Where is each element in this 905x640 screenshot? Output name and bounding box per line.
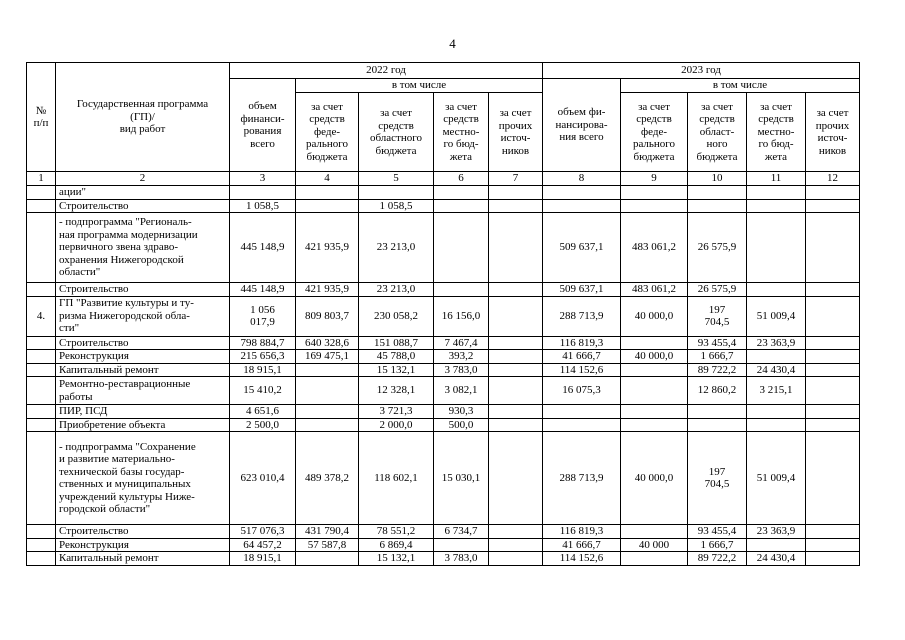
column-number-cell: 4 (296, 172, 359, 186)
value-cell (434, 199, 489, 213)
value-cell: 40 000,0 (621, 432, 688, 525)
value-cell (434, 213, 489, 283)
row-number-cell (27, 377, 56, 405)
value-cell (489, 213, 543, 283)
value-cell (543, 199, 621, 213)
value-cell: 489 378,2 (296, 432, 359, 525)
value-cell (296, 405, 359, 419)
row-number-cell (27, 350, 56, 364)
value-cell: 1 666,7 (688, 538, 747, 552)
value-cell: 445 148,9 (230, 213, 296, 283)
value-cell: 3 783,0 (434, 363, 489, 377)
value-cell (489, 185, 543, 199)
value-cell: 483 061,2 (621, 213, 688, 283)
header-2023-regional: за счет средств област- ного бюджета (688, 93, 747, 172)
value-cell: 116 819,3 (543, 525, 621, 539)
value-cell: 3 215,1 (747, 377, 806, 405)
table-row (27, 213, 860, 283)
table-row (27, 552, 860, 566)
value-cell: 6 734,7 (434, 525, 489, 539)
header-2023-incl: в том числе (621, 79, 860, 93)
value-cell: 517 076,3 (230, 525, 296, 539)
value-cell: 114 152,6 (543, 552, 621, 566)
value-cell: 57 587,8 (296, 538, 359, 552)
value-cell: 23 363,9 (747, 336, 806, 350)
value-cell (296, 377, 359, 405)
value-cell: 3 721,3 (359, 405, 434, 419)
value-cell (688, 405, 747, 419)
table-row (27, 363, 860, 377)
value-cell (806, 185, 860, 199)
value-cell (489, 538, 543, 552)
value-cell: 393,2 (434, 350, 489, 364)
column-number-cell: 3 (230, 172, 296, 186)
value-cell: 483 061,2 (621, 283, 688, 297)
value-cell: 197 704,5 (688, 432, 747, 525)
value-cell: 41 666,7 (543, 538, 621, 552)
column-number-cell: 10 (688, 172, 747, 186)
value-cell (296, 363, 359, 377)
column-number-cell: 6 (434, 172, 489, 186)
value-cell (296, 552, 359, 566)
row-number-cell (27, 283, 56, 297)
value-cell (296, 199, 359, 213)
value-cell (806, 213, 860, 283)
value-cell: 78 551,2 (359, 525, 434, 539)
header-2022-other: за счет прочих источ- ников (489, 93, 543, 172)
row-name-cell: Ремонтно-реставрационные работы (56, 377, 230, 405)
header-2023-federal: за счет средств феде- рального бюджета (621, 93, 688, 172)
row-name-cell: Приобретение объекта (56, 418, 230, 432)
value-cell (806, 336, 860, 350)
table-row (27, 432, 860, 525)
value-cell (621, 199, 688, 213)
row-name-cell: Строительство (56, 199, 230, 213)
value-cell: 23 213,0 (359, 283, 434, 297)
value-cell: 24 430,4 (747, 363, 806, 377)
table-row (27, 377, 860, 405)
value-cell (747, 405, 806, 419)
value-cell (806, 405, 860, 419)
header-2022-total: объем финанси- рования всего (230, 79, 296, 172)
value-cell: 64 457,2 (230, 538, 296, 552)
value-cell: 500,0 (434, 418, 489, 432)
value-cell: 23 213,0 (359, 213, 434, 283)
value-cell: 15 132,1 (359, 552, 434, 566)
value-cell (621, 405, 688, 419)
value-cell (806, 199, 860, 213)
value-cell (621, 525, 688, 539)
header-year-2022: 2022 год (230, 63, 543, 79)
row-number-cell (27, 185, 56, 199)
value-cell (489, 363, 543, 377)
row-number-cell (27, 213, 56, 283)
value-cell: 26 575,9 (688, 283, 747, 297)
value-cell (489, 336, 543, 350)
value-cell (543, 405, 621, 419)
table-row (27, 336, 860, 350)
value-cell (806, 552, 860, 566)
header-year-2023: 2023 год (543, 63, 860, 79)
value-cell: 15 132,1 (359, 363, 434, 377)
row-number-cell (27, 405, 56, 419)
column-number-cell: 5 (359, 172, 434, 186)
column-number-cell: 11 (747, 172, 806, 186)
row-name-cell: ации" (56, 185, 230, 199)
value-cell (621, 418, 688, 432)
value-cell: 1 056 017,9 (230, 296, 296, 336)
value-cell (747, 185, 806, 199)
value-cell (434, 538, 489, 552)
value-cell (489, 405, 543, 419)
value-cell (806, 296, 860, 336)
header-2023-other: за счет прочих источ- ников (806, 93, 860, 172)
value-cell (747, 199, 806, 213)
column-number-cell: 1 (27, 172, 56, 186)
header-2023-local: за счет средств местно- го бюд- жета (747, 93, 806, 172)
row-number-cell (27, 552, 56, 566)
table-row (27, 283, 860, 297)
value-cell (806, 432, 860, 525)
value-cell: 509 637,1 (543, 213, 621, 283)
header-num: № п/п (27, 63, 56, 172)
value-cell: 40 000,0 (621, 296, 688, 336)
value-cell: 798 884,7 (230, 336, 296, 350)
row-name-cell: Строительство (56, 525, 230, 539)
column-number-cell: 7 (489, 172, 543, 186)
value-cell: 2 500,0 (230, 418, 296, 432)
table-row (27, 199, 860, 213)
value-cell (688, 185, 747, 199)
value-cell: 93 455,4 (688, 336, 747, 350)
value-cell: 18 915,1 (230, 552, 296, 566)
value-cell: 169 475,1 (296, 350, 359, 364)
value-cell (806, 283, 860, 297)
value-cell (621, 336, 688, 350)
row-number-cell (27, 363, 56, 377)
value-cell: 114 152,6 (543, 363, 621, 377)
value-cell (489, 296, 543, 336)
row-number-cell (27, 418, 56, 432)
value-cell: 215 656,3 (230, 350, 296, 364)
header-2022-regional: за счет средств областного бюджета (359, 93, 434, 172)
value-cell: 1 666,7 (688, 350, 747, 364)
financing-table (26, 62, 860, 566)
value-cell (747, 213, 806, 283)
value-cell (747, 283, 806, 297)
value-cell: 197 704,5 (688, 296, 747, 336)
header-2022-local: за счет средств местно- го бюд- жета (434, 93, 489, 172)
value-cell: 4 651,6 (230, 405, 296, 419)
column-number-cell: 8 (543, 172, 621, 186)
value-cell: 640 328,6 (296, 336, 359, 350)
table-row (27, 525, 860, 539)
value-cell: 288 713,9 (543, 432, 621, 525)
value-cell: 51 009,4 (747, 296, 806, 336)
value-cell: 45 788,0 (359, 350, 434, 364)
value-cell: 623 010,4 (230, 432, 296, 525)
value-cell: 23 363,9 (747, 525, 806, 539)
value-cell: 16 075,3 (543, 377, 621, 405)
value-cell (489, 552, 543, 566)
value-cell (543, 185, 621, 199)
header-2022-federal: за счет средств феде- рального бюджета (296, 93, 359, 172)
header-program: Государственная программа (ГП)/ вид работ (56, 63, 230, 172)
table-row (27, 418, 860, 432)
value-cell: 116 819,3 (543, 336, 621, 350)
value-cell (489, 350, 543, 364)
value-cell: 51 009,4 (747, 432, 806, 525)
value-cell (621, 363, 688, 377)
row-name-cell: Строительство (56, 336, 230, 350)
row-name-cell: Капитальный ремонт (56, 552, 230, 566)
value-cell (806, 350, 860, 364)
row-name-cell: Реконструкция (56, 350, 230, 364)
value-cell (489, 432, 543, 525)
value-cell (489, 283, 543, 297)
value-cell: 3 082,1 (434, 377, 489, 405)
column-number-cell: 2 (56, 172, 230, 186)
value-cell (747, 418, 806, 432)
value-cell: 151 088,7 (359, 336, 434, 350)
value-cell: 431 790,4 (296, 525, 359, 539)
row-name-cell: ГП "Развитие культуры и ту- ризма Нижегородской обла- сти" (56, 296, 230, 336)
value-cell: 7 467,4 (434, 336, 489, 350)
row-name-cell: Строительство (56, 283, 230, 297)
value-cell: 40 000,0 (621, 350, 688, 364)
value-cell: 421 935,9 (296, 283, 359, 297)
value-cell: 1 058,5 (359, 199, 434, 213)
page-number: 4 (449, 36, 456, 51)
value-cell (489, 377, 543, 405)
table-row (27, 405, 860, 419)
row-number-cell (27, 199, 56, 213)
value-cell (621, 377, 688, 405)
row-name-cell: ПИР, ПСД (56, 405, 230, 419)
value-cell (747, 350, 806, 364)
value-cell (359, 185, 434, 199)
value-cell: 41 666,7 (543, 350, 621, 364)
value-cell: 230 058,2 (359, 296, 434, 336)
value-cell: 16 156,0 (434, 296, 489, 336)
value-cell (747, 538, 806, 552)
value-cell: 26 575,9 (688, 213, 747, 283)
value-cell (434, 283, 489, 297)
value-cell (489, 418, 543, 432)
value-cell (806, 377, 860, 405)
value-cell (296, 418, 359, 432)
value-cell (806, 525, 860, 539)
row-name-cell: Реконструкция (56, 538, 230, 552)
value-cell: 445 148,9 (230, 283, 296, 297)
value-cell: 24 430,4 (747, 552, 806, 566)
row-name-cell: Капитальный ремонт (56, 363, 230, 377)
value-cell: 3 783,0 (434, 552, 489, 566)
header-2022-incl: в том числе (296, 79, 543, 93)
value-cell (621, 552, 688, 566)
value-cell: 2 000,0 (359, 418, 434, 432)
value-cell: 89 722,2 (688, 363, 747, 377)
table-row (27, 296, 860, 336)
value-cell (296, 185, 359, 199)
value-cell: 6 869,4 (359, 538, 434, 552)
value-cell: 15 030,1 (434, 432, 489, 525)
value-cell: 93 455,4 (688, 525, 747, 539)
value-cell (489, 525, 543, 539)
value-cell (688, 199, 747, 213)
column-number-cell: 12 (806, 172, 860, 186)
value-cell: 421 935,9 (296, 213, 359, 283)
value-cell (688, 418, 747, 432)
row-number-cell: 4. (27, 296, 56, 336)
value-cell (543, 418, 621, 432)
row-name-cell: - подпрограмма "Сохранение и развитие материально- технической базы государ- ственных и муниципальных учреждений культуры Ниже- городской области" (56, 432, 230, 525)
value-cell (434, 185, 489, 199)
table-row (27, 185, 860, 199)
header-2023-total: объем фи- нансирова- ния всего (543, 79, 621, 172)
value-cell: 12 860,2 (688, 377, 747, 405)
value-cell: 288 713,9 (543, 296, 621, 336)
row-number-cell (27, 336, 56, 350)
value-cell: 12 328,1 (359, 377, 434, 405)
row-number-cell (27, 538, 56, 552)
value-cell: 89 722,2 (688, 552, 747, 566)
value-cell (621, 185, 688, 199)
value-cell: 15 410,2 (230, 377, 296, 405)
value-cell: 809 803,7 (296, 296, 359, 336)
row-name-cell: - подпрограмма "Региональ- ная программа модернизации первичного звена здраво- охранения Нижегородской области" (56, 213, 230, 283)
row-number-cell (27, 525, 56, 539)
table-row (27, 350, 860, 364)
value-cell: 40 000 (621, 538, 688, 552)
value-cell: 930,3 (434, 405, 489, 419)
value-cell: 1 058,5 (230, 199, 296, 213)
value-cell (230, 185, 296, 199)
value-cell (806, 418, 860, 432)
column-number-cell: 9 (621, 172, 688, 186)
value-cell (806, 538, 860, 552)
column-numbers-row (27, 172, 860, 186)
value-cell: 118 602,1 (359, 432, 434, 525)
value-cell (806, 363, 860, 377)
value-cell: 18 915,1 (230, 363, 296, 377)
value-cell: 509 637,1 (543, 283, 621, 297)
table-row (27, 538, 860, 552)
row-number-cell (27, 432, 56, 525)
value-cell (489, 199, 543, 213)
